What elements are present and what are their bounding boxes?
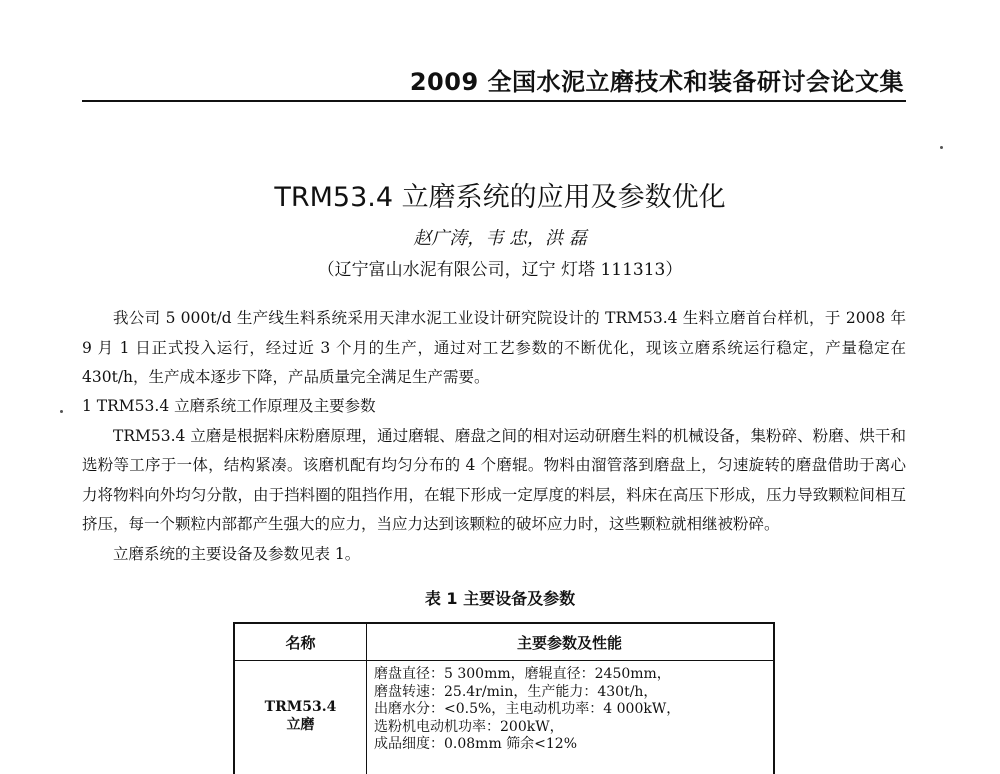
intro-paragraph: 我公司 5 000t/d 生产线生料系统采用天津水泥工业设计研究院设计的 TRM53.4 生料立磨首台样机，于 2008 年 9 月 1 日正式投入运行，经过近 3 个月的生产，通过对工艺参数的不断优化，现该立磨系统运行稳定，产量稳定在 430t/h，生产成本逐步下降，产品质量完全满足生产需要。	[82, 309, 906, 387]
intro-paragraph-block	[82, 304, 906, 393]
table-1-caption: 表 1 主要设备及参数	[424, 589, 576, 608]
section-1-table-reference: 立磨系统的主要设备及参数见表 1。	[113, 544, 361, 563]
running-header-title: 2009 全国水泥立磨技术和装备研讨会论文集	[409, 68, 904, 96]
table-header-name: 名称	[285, 634, 316, 652]
section-1-heading: 1 TRM53.4 立磨系统工作原理及主要参数	[82, 397, 376, 415]
article-title: TRM53.4 立磨系统的应用及参数优化	[274, 182, 726, 213]
article-authors: 赵广涛，韦 忠，洪 磊	[413, 228, 587, 249]
table-cell-name-line: 立磨	[286, 717, 315, 733]
article-affiliation: （辽宁富山水泥有限公司，辽宁 灯塔 111313）	[317, 260, 683, 280]
section-1-paragraph: TRM53.4 立磨是根据料床粉磨原理，通过磨辊、磨盘之间的相对运动研磨生料的机械设备，集粉碎、粉磨、烘干和选粉等工序于一体，结构紧凑。该磨机配有均匀分布的 4 个磨辊。物料由溜管落到磨盘上，匀速旋转的磨盘借助于离心力将物料向外均匀分散，由于挡料圈的阻挡作用，在辊下形成一定厚度的料层，料床在高压下形成，压力导致颗粒间相互挤压，每一个颗粒内部都产生强大的应力，当应力达到该颗粒的破坏应力时，这些颗粒就相继被粉碎。	[82, 426, 906, 534]
table-column-divider	[366, 624, 367, 774]
section-1	[82, 392, 906, 570]
table-param-line: 选粉机电动机功率：200kW，	[374, 718, 564, 735]
table-param-line: 磨盘直径：5 300mm，磨辊直径：2450mm，	[374, 666, 671, 682]
table-cell-name-line: TRM53.4	[264, 699, 337, 715]
table-header-divider	[233, 660, 773, 661]
header-rule	[82, 100, 906, 102]
table-param-line: 出磨水分：<0.5%，主电动机功率：4 000kW，	[374, 701, 681, 717]
table-cell-params	[374, 666, 769, 754]
table-cell-name	[235, 698, 366, 734]
scan-speck	[940, 146, 943, 149]
table-param-line: 成品细度：0.08mm 筛余<12%	[374, 736, 578, 752]
scan-speck	[60, 410, 63, 413]
table-header-params: 主要参数及性能	[516, 634, 622, 652]
table-param-line: 磨盘转速：25.4r/min，生产能力：430t/h，	[374, 683, 658, 700]
